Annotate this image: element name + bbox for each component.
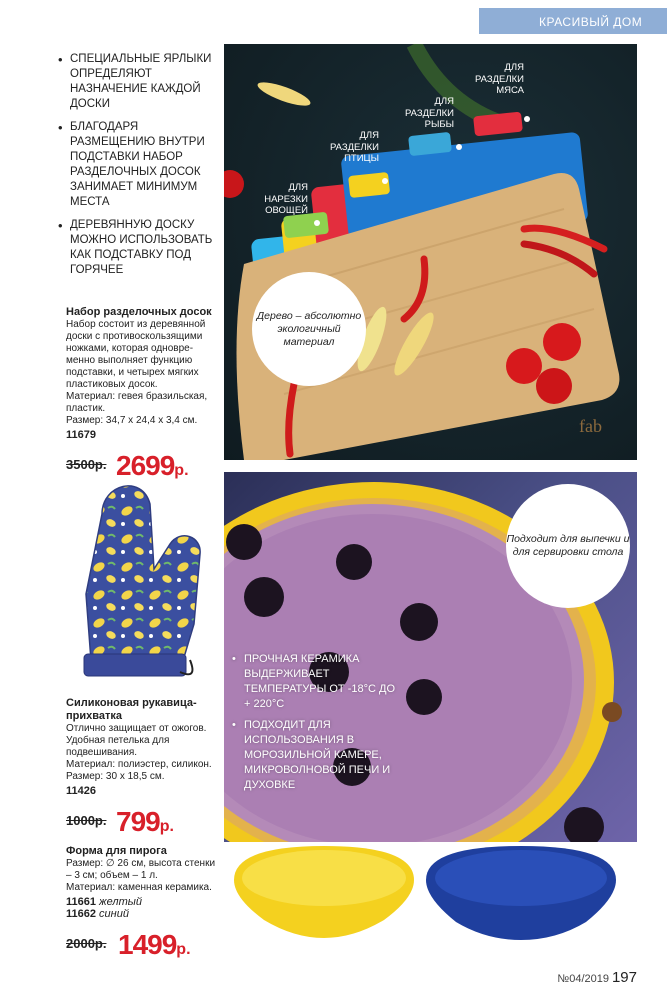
product-description: Набор состоит из деревянной доски с противоскользящими ножками, которая одновре-менно выполняет функцию подставки, и четырех мягких пластиковых досок. — [66, 319, 206, 390]
pie-feature: • ПРОЧНАЯ КЕРАМИКА ВЫДЕРЖИВАЕТ ТЕМПЕРАТУРЫ ОТ -18°С ДО + 220°С — [232, 652, 402, 712]
old-price: 2000р. — [66, 936, 107, 951]
board-eco-note: Дерево – абсолютно экологичный материал — [252, 272, 366, 386]
cutting-board-photo — [224, 44, 637, 460]
intro-bullet: • СПЕЦИАЛЬНЫЕ ЯРЛЫКИ ОПРЕДЕЛЯЮТ НАЗНАЧЕНИЕ КАЖДОЙ ДОСКИ — [58, 52, 218, 112]
old-price: 3500р. — [66, 457, 107, 472]
callout-dot — [382, 178, 388, 184]
callout-dot — [524, 116, 530, 122]
product-size: Размер: 34,7 х 24,4 х 3,4 см. — [66, 415, 198, 426]
new-price: 799р. — [116, 806, 174, 837]
board-brand-mark: fab — [579, 416, 602, 436]
section-header: КРАСИВЫЙ ДОМ — [479, 8, 667, 34]
intro-bullet: • БЛАГОДАРЯ РАЗМЕЩЕНИЮ ВНУТРИ ПОДСТАВКИ НАБОР РАЗДЕЛОЧНЫХ ДОСОК ЗАНИМАЕТ МИНИМУМ МЕСТА — [58, 120, 218, 210]
product-code: 11662 синий — [66, 908, 129, 920]
product-description: Размер: ∅ 26 см, высота стенки – 3 см; объем – 1 л. — [66, 858, 216, 881]
pie-dishes-image — [226, 840, 634, 942]
issue-number: №04/2019 — [557, 973, 609, 985]
callout-poultry: ДЛЯ РАЗДЕЛКИ ПТИЦЫ — [329, 130, 379, 164]
callout-dot — [314, 220, 320, 226]
product-pie-dish — [66, 845, 216, 960]
product-cutting-boards — [66, 306, 216, 481]
price-row — [66, 799, 216, 837]
page-number: 197 — [611, 969, 637, 986]
oven-mitt-image — [62, 474, 222, 696]
product-code: 11661 желтый — [66, 896, 142, 908]
product-code: 11426 — [66, 785, 96, 797]
product-code: 11679 — [66, 429, 96, 441]
product-material: Материал: гевея бразильская, пластик. — [66, 391, 208, 414]
product-description: Отлично защищает от ожогов. Удобная петелька для подвешивания. — [66, 723, 207, 758]
callout-vegetables: ДЛЯ НАРЕЗКИ ОВОЩЕЙ — [264, 182, 308, 216]
product-name: Силиконовая рукавица-прихватка — [66, 697, 197, 722]
old-price: 1000р. — [66, 813, 107, 828]
intro-bullet-list — [58, 52, 218, 286]
product-size: Размер: 30 х 18,5 см. — [66, 771, 165, 782]
pie-feature-list — [232, 652, 402, 799]
price-row — [66, 922, 216, 960]
new-price: 1499р. — [118, 929, 191, 960]
callout-fish: ДЛЯ РАЗДЕЛКИ РЫБЫ — [404, 96, 454, 130]
pie-serving-note: Подходит для выпечки и для сервировки стола — [506, 484, 630, 608]
page-footer — [557, 969, 637, 986]
product-name: Форма для пирога — [66, 845, 167, 857]
product-name: Набор разделочных досок — [66, 306, 212, 318]
product-material: Материал: полиэстер, силикон. — [66, 759, 212, 770]
pie-feature: • ПОДХОДИТ ДЛЯ ИСПОЛЬЗОВАНИЯ В МОРОЗИЛЬНОЙ КАМЕРЕ, МИКРОВОЛНОВОЙ ПЕЧИ И ДУХОВКЕ — [232, 718, 402, 793]
intro-bullet: • ДЕРЕВЯННУЮ ДОСКУ МОЖНО ИСПОЛЬЗОВАТЬ КАК ПОДСТАВКУ ПОД ГОРЯЧЕЕ — [58, 218, 218, 278]
product-oven-mitt — [66, 697, 216, 837]
product-material: Материал: каменная керамика. — [66, 882, 212, 893]
callout-meat: ДЛЯ РАЗДЕЛКИ МЯСА — [474, 62, 524, 96]
price-row — [66, 443, 216, 481]
new-price: 2699р. — [116, 450, 189, 481]
callout-dot — [456, 144, 462, 150]
